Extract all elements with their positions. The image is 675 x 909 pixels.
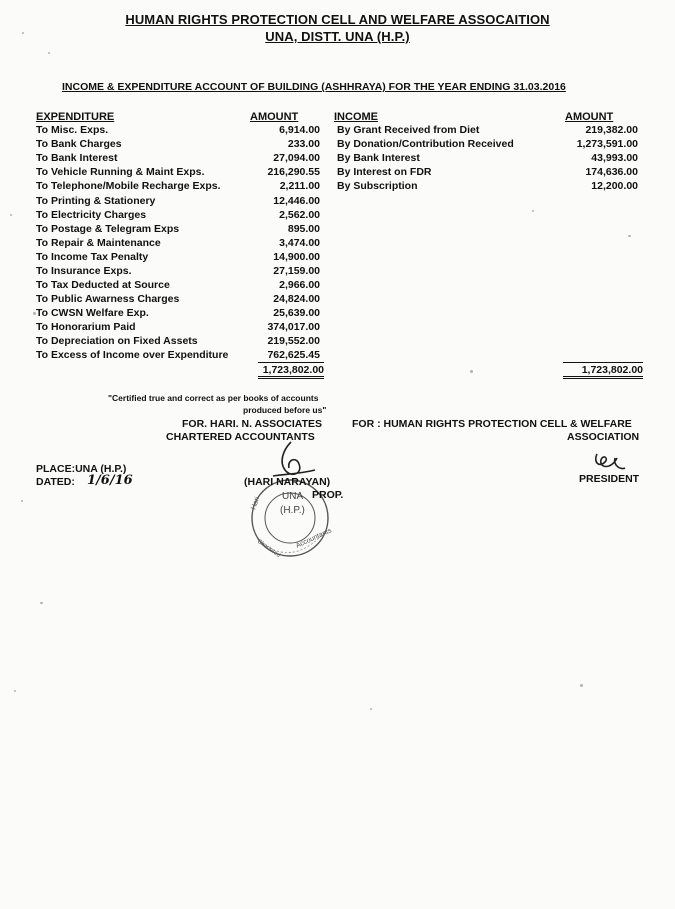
stamp-inner-line-1: UNA: [282, 491, 304, 502]
income-amount: 219,382.00: [585, 124, 638, 136]
income-amount: 1,273,591.00: [576, 138, 638, 150]
expenditure-amount: 27,159.00: [273, 265, 320, 277]
income-label: By Interest on FDR: [337, 166, 432, 178]
svg-text:Chartered: Chartered: [255, 538, 282, 559]
expenditure-label: To Misc. Exps.: [36, 124, 109, 136]
account-title: INCOME & EXPENDITURE ACCOUNT OF BUILDING (ASHHRAYA) FOR THE YEAR ENDING 31.03.2016: [62, 81, 566, 93]
expenditure-amount: 3,474.00: [279, 237, 320, 249]
expenditure-amount: 27,094.00: [273, 152, 320, 164]
president-signature: [591, 450, 627, 474]
expenditure-label: To Telephone/Mobile Recharge Exps.: [36, 180, 221, 192]
income-total-rule: [563, 362, 643, 363]
signatory-name: (HARI NARAYAN): [244, 476, 331, 488]
auditor-firm-name: FOR. HARI. N. ASSOCIATES: [182, 418, 323, 430]
expenditure-amount: 6,914.00: [279, 124, 320, 136]
certification-line-1: "Certified true and correct as per books of accounts: [108, 393, 319, 403]
expenditure-amount: 12,446.00: [273, 195, 320, 207]
expenditure-label: To Electricity Charges: [36, 209, 147, 221]
stamp-inner-line-2: (H.P.): [280, 505, 305, 516]
auditor-firm-type: CHARTERED ACCOUNTANTS: [166, 431, 315, 443]
org-sign-line-1: FOR : HUMAN RIGHTS PROTECTION CELL & WELFARE: [352, 418, 632, 430]
expenditure-amount: 233.00: [287, 138, 320, 150]
organization-name: HUMAN RIGHTS PROTECTION CELL AND WELFARE ASSOCAITION: [125, 12, 550, 27]
expenditure-label: To CWSN Welfare Exp.: [36, 307, 149, 319]
expenditure-amount: 24,824.00: [273, 293, 320, 305]
income-label: By Bank Interest: [337, 152, 420, 164]
expenditure-label: To Printing & Stationery: [36, 195, 156, 207]
expenditure-column-header: EXPENDITURE: [36, 111, 115, 123]
expenditure-total: 1,723,802.00: [258, 364, 324, 379]
expenditure-label: To Depreciation on Fixed Assets: [36, 335, 198, 347]
expenditure-amount: 14,900.00: [273, 251, 320, 263]
expenditure-label: To Excess of Income over Expenditure: [36, 349, 229, 361]
income-column-header: INCOME: [334, 111, 378, 123]
scan-speck: [10, 214, 12, 216]
expenditure-label: To Income Tax Penalty: [36, 251, 149, 263]
expenditure-amount-header: AMOUNT: [250, 111, 299, 123]
income-label: By Grant Received from Diet: [337, 124, 480, 136]
expenditure-total-rule: [258, 362, 324, 363]
scan-speck: [14, 690, 16, 692]
expenditure-amount: 216,290.55: [267, 166, 320, 178]
expenditure-label: To Bank Charges: [36, 138, 122, 150]
scan-speck: [370, 708, 372, 710]
income-amount-header: AMOUNT: [565, 111, 614, 123]
certification-line-2: produced before us": [243, 405, 327, 415]
expenditure-amount: 374,017.00: [267, 321, 320, 333]
income-amount: 12,200.00: [591, 180, 638, 192]
expenditure-label: To Honorarium Paid: [36, 321, 136, 333]
org-sign-line-2: ASSOCIATION: [567, 431, 640, 443]
expenditure-label: To Postage & Telegram Exps: [36, 223, 180, 235]
expenditure-amount: 2,966.00: [279, 279, 320, 291]
date-label: DATED:: [36, 476, 75, 488]
svg-text:Hari: Hari: [250, 496, 262, 511]
expenditure-amount: 25,639.00: [273, 307, 320, 319]
income-amount: 43,993.00: [591, 152, 638, 164]
scan-speck: [580, 684, 583, 687]
expenditure-label: To Bank Interest: [36, 152, 118, 164]
organization-address: UNA, DISTT. UNA (H.P.): [265, 29, 410, 44]
income-total: 1,723,802.00: [563, 364, 643, 379]
expenditure-amount: 219,552.00: [267, 335, 320, 347]
expenditure-label: To Public Awarness Charges: [36, 293, 180, 305]
expenditure-amount: 895.00: [287, 223, 320, 235]
expenditure-label: To Insurance Exps.: [36, 265, 132, 277]
scan-speck: [21, 500, 23, 502]
scan-speck: [628, 235, 631, 237]
expenditure-amount: 2,211.00: [279, 180, 320, 192]
income-amount: 174,636.00: [585, 166, 638, 178]
scan-speck: [470, 370, 473, 373]
expenditure-amount: 2,562.00: [279, 209, 320, 221]
expenditure-amount: 762,625.45: [267, 349, 320, 361]
svg-text:Accountants: Accountants: [294, 527, 333, 550]
signatory-role: PROP.: [312, 489, 344, 501]
income-label: By Donation/Contribution Received: [337, 138, 514, 150]
income-label: By Subscription: [337, 180, 418, 192]
scan-speck: [48, 52, 50, 54]
expenditure-label: To Vehicle Running & Maint Exps.: [36, 166, 205, 178]
expenditure-label: To Repair & Maintenance: [36, 237, 161, 249]
scan-speck: [40, 602, 43, 604]
expenditure-label: To Tax Deducted at Source: [36, 279, 170, 291]
place-text: PLACE:UNA (H.P.): [36, 463, 127, 475]
date-value: 1/6/16: [87, 473, 133, 488]
president-label: PRESIDENT: [579, 473, 640, 485]
scan-speck: [532, 210, 534, 212]
